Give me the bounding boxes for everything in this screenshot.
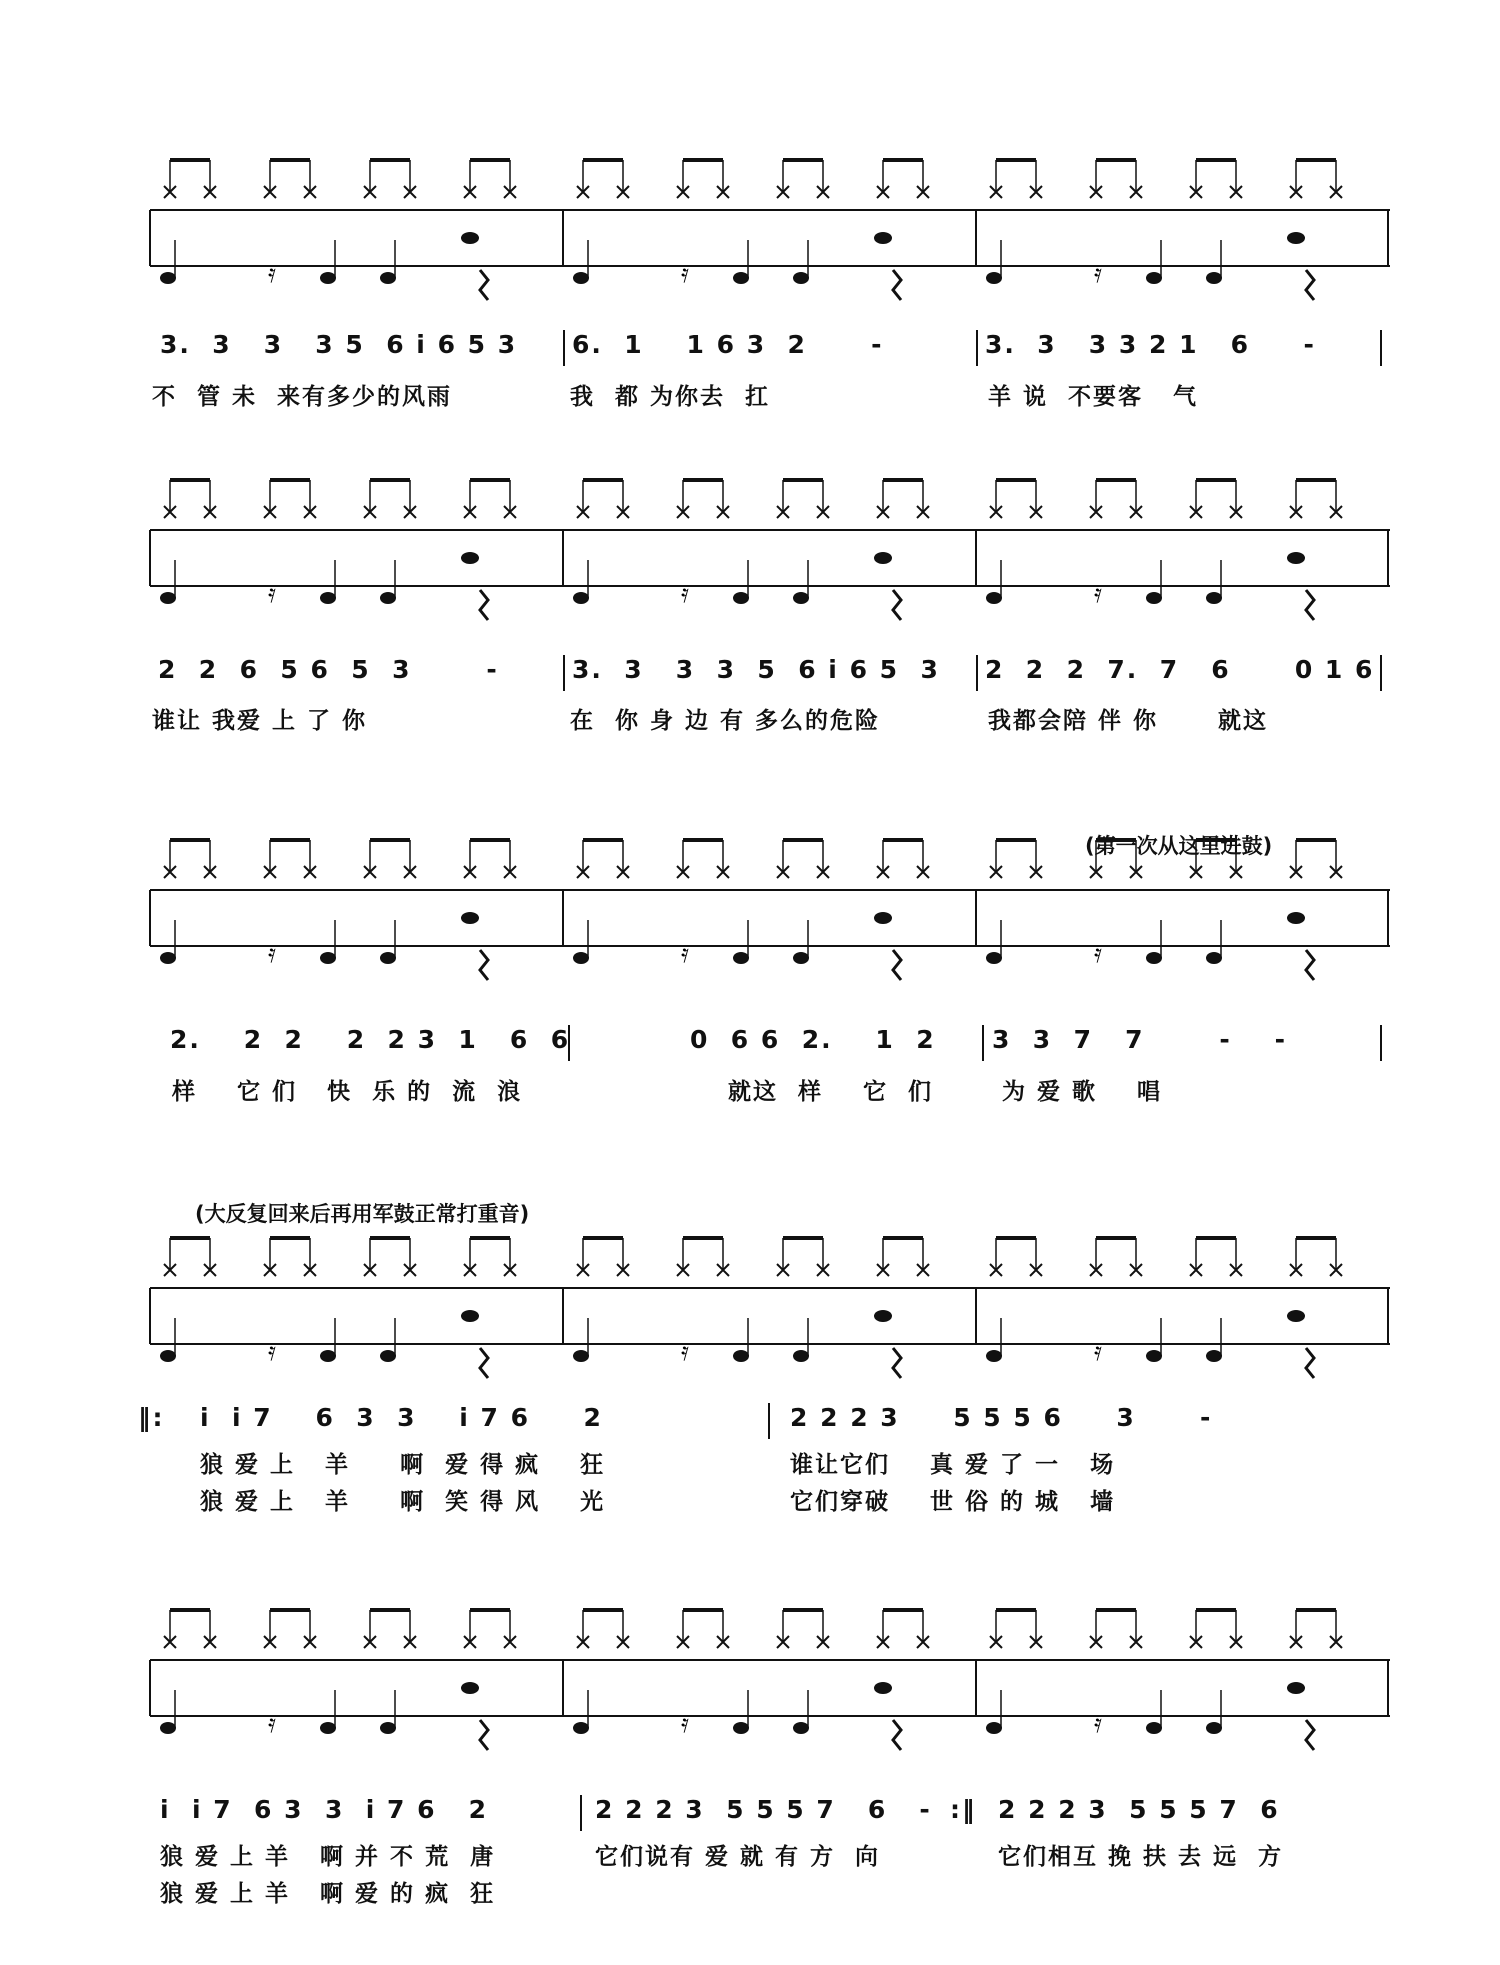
barline — [1380, 330, 1382, 366]
barline — [568, 1025, 570, 1061]
lyric-segment: 谁让 我爱 上 了 你 — [152, 708, 368, 734]
drum-staff — [150, 1660, 1390, 1739]
lyric-segment: 狼 爱 上 羊 啊 爱 得 疯 狂 — [200, 1452, 606, 1478]
svg-text:𝄿: 𝄿 — [681, 579, 689, 609]
barline — [1380, 655, 1382, 691]
jianpu-measure: 0 6 6 2. 1 2 — [690, 1025, 936, 1054]
lyric-segment: 它们相互 挽 扶 去 远 方 — [998, 1844, 1284, 1870]
first-entry-note: (第一次从这里进鼓) — [1085, 834, 1273, 858]
svg-text:𝄿: 𝄿 — [268, 579, 276, 609]
jianpu-measure: i i 7 6 3 3 i 7 6 2 — [200, 1403, 603, 1432]
barline — [1380, 1025, 1382, 1061]
svg-text:𝄿: 𝄿 — [1094, 1337, 1102, 1367]
svg-text:𝄿: 𝄿 — [681, 1709, 689, 1739]
repeat-start: ‖: — [138, 1403, 165, 1432]
jianpu-measure: 2 2 6 5 6 5 3 - — [158, 655, 499, 684]
jianpu-line — [150, 1795, 1390, 1835]
svg-text:𝄿: 𝄿 — [268, 1337, 276, 1367]
svg-text:𝄿: 𝄿 — [1094, 579, 1102, 609]
repeat-end: :‖ — [950, 1795, 977, 1824]
lyric-segment: 样 它 们 快 乐 的 流 浪 — [172, 1079, 523, 1105]
svg-text:𝄿: 𝄿 — [681, 259, 689, 289]
barline — [563, 655, 565, 691]
lyric-segment: 为 爱 歌 唱 — [1002, 1079, 1163, 1105]
big-repeat-note: (大反复回来后再用军鼓正常打重音) — [195, 1202, 530, 1226]
lyric-segment: 它们穿破 世 俗 的 城 墙 — [790, 1489, 1116, 1515]
lyric-segment: 谁让它们 真 爱 了 一 场 — [790, 1452, 1116, 1478]
jianpu-measure: 3. 3 3 3 5 6 i 6 5 3 — [572, 655, 940, 684]
svg-text:𝄿: 𝄿 — [681, 939, 689, 969]
lyric-segment: 就这 样 它 们 — [728, 1079, 934, 1105]
svg-text:𝄿: 𝄿 — [268, 1709, 276, 1739]
barline — [976, 655, 978, 691]
lyrics-line — [150, 378, 1390, 412]
drum-staff — [150, 530, 1390, 609]
jianpu-measure: 2 2 2 3 5 5 5 6 3 - — [790, 1403, 1213, 1432]
lyrics-line-2 — [150, 1875, 1390, 1909]
drum-staff — [150, 890, 1390, 969]
lyric-segment: 羊 说 不要客 气 — [988, 384, 1199, 410]
jianpu-measure: 6. 1 1 6 3 2 - — [572, 330, 884, 359]
lyrics-line-2 — [150, 1483, 1390, 1517]
svg-text:𝄿: 𝄿 — [681, 1337, 689, 1367]
jianpu-line — [150, 1025, 1390, 1065]
svg-text:𝄿: 𝄿 — [268, 939, 276, 969]
lyrics-line — [150, 1838, 1390, 1872]
lyric-segment: 在 你 身 边 有 多么的危险 — [570, 708, 881, 734]
drum-staff — [150, 210, 1390, 289]
lyrics-line — [150, 1073, 1390, 1107]
drum-staff-graphic — [150, 460, 1390, 620]
jianpu-measure: 3. 3 3 3 2 1 6 - — [985, 330, 1316, 359]
drum-staff-graphic — [150, 820, 1390, 980]
svg-text:𝄿: 𝄿 — [1094, 259, 1102, 289]
lyric-segment: 狼 爱 上 羊 啊 笑 得 风 光 — [200, 1489, 606, 1515]
jianpu-measure: 2 2 2 7. 7 6 0 1 6 — [985, 655, 1375, 684]
barline — [580, 1795, 582, 1831]
jianpu-measure: i i 7 6 3 3 i 7 6 2 — [160, 1795, 489, 1824]
lyric-segment: 它们说有 爱 就 有 方 向 — [595, 1844, 881, 1870]
jianpu-measure: 2 2 2 3 5 5 5 7 6 - — [595, 1795, 932, 1824]
lyrics-line — [150, 1446, 1390, 1480]
lyric-segment: 不 管 未 来有多少的风雨 — [152, 384, 453, 410]
lyrics-line — [150, 702, 1390, 736]
barline — [976, 330, 978, 366]
lyric-segment: 我 都 为你去 扛 — [570, 384, 771, 410]
barline — [563, 330, 565, 366]
jianpu-line — [150, 655, 1390, 695]
drum-staff-graphic — [150, 1590, 1390, 1750]
lyric-segment: 我都会陪 伴 你 就这 — [988, 708, 1269, 734]
jianpu-line — [150, 330, 1390, 370]
svg-text:𝄿: 𝄿 — [268, 259, 276, 289]
drum-staff-graphic — [150, 140, 1390, 300]
drum-staff-graphic — [150, 1218, 1390, 1378]
svg-text:𝄿: 𝄿 — [1094, 1709, 1102, 1739]
barline — [768, 1403, 770, 1439]
lyric-segment: 狼 爱 上 羊 啊 爱 的 疯 狂 — [160, 1881, 496, 1907]
jianpu-measure: 3 3 7 7 - - — [992, 1025, 1287, 1054]
svg-text:𝄿: 𝄿 — [1094, 939, 1102, 969]
drum-staff — [150, 1288, 1390, 1367]
lyric-segment: 狼 爱 上 羊 啊 并 不 荒 唐 — [160, 1844, 496, 1870]
barline — [982, 1025, 984, 1061]
jianpu-measure: 2. 2 2 2 2 3 1 6 6 — [170, 1025, 571, 1054]
jianpu-line — [138, 1403, 1390, 1443]
jianpu-measure: 3. 3 3 3 5 6 i 6 5 3 — [160, 330, 518, 359]
jianpu-measure: 2 2 2 3 5 5 5 7 6 — [998, 1795, 1280, 1824]
